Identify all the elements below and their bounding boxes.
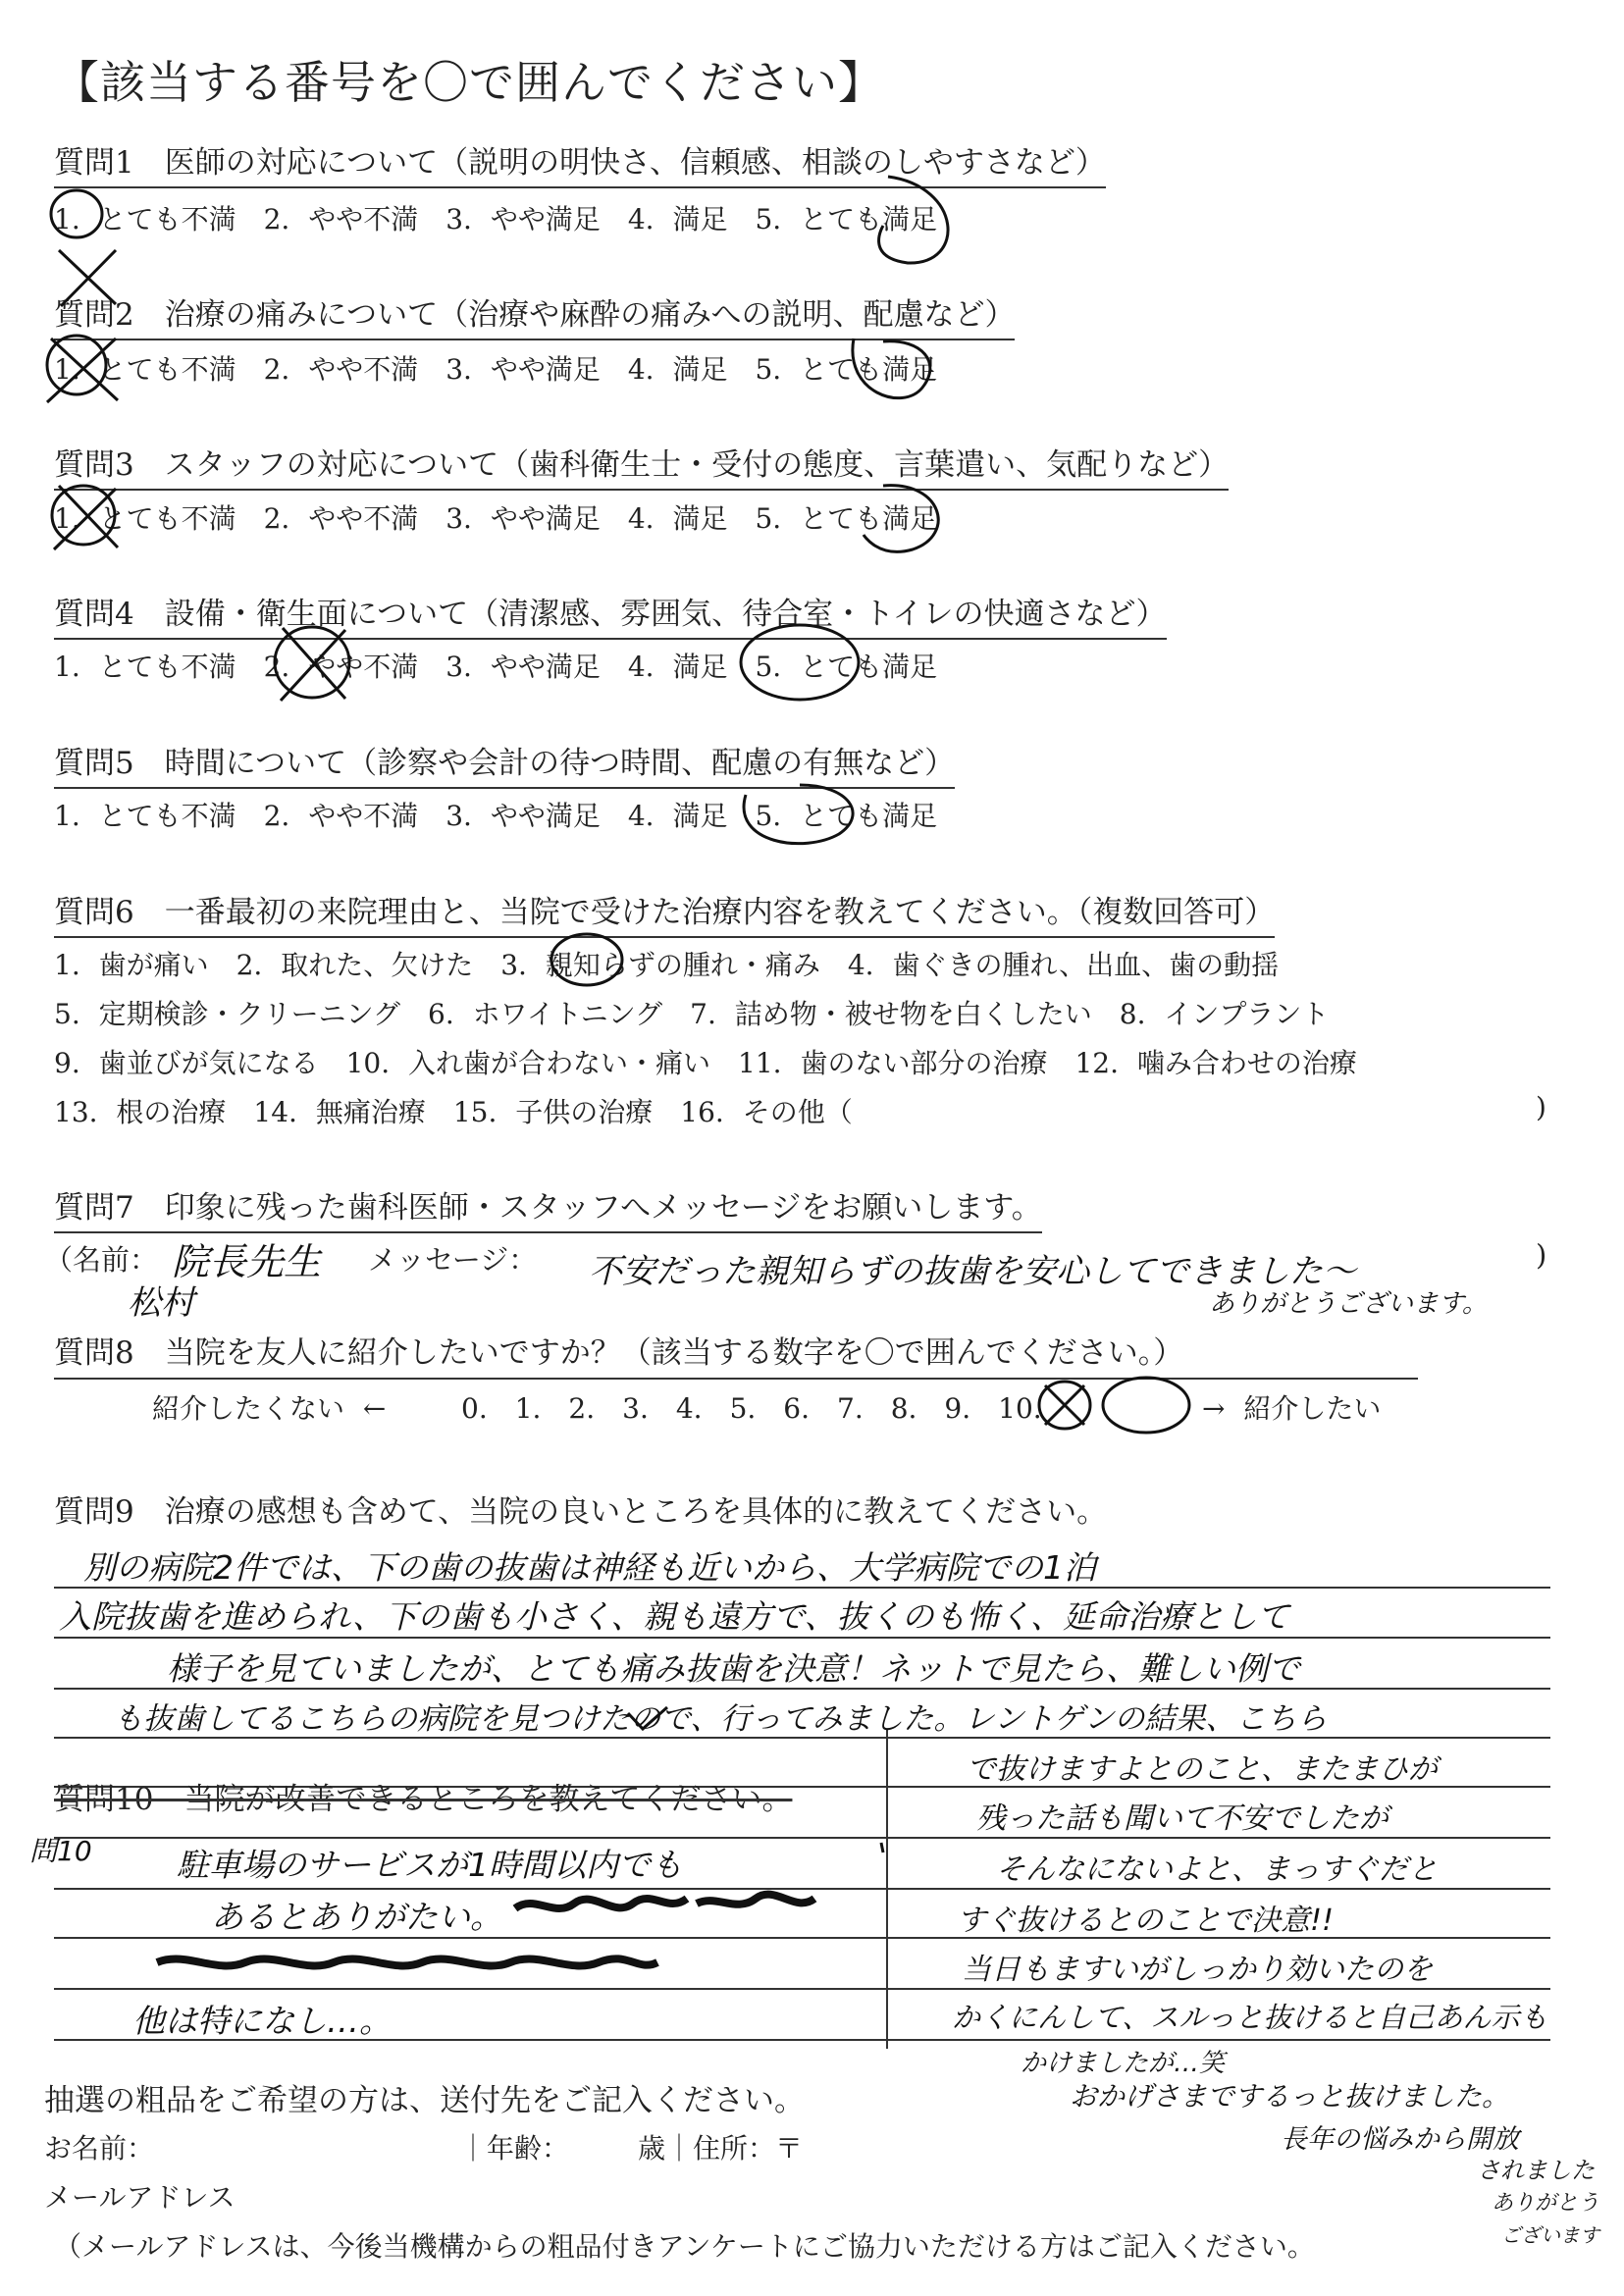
- answer-line-7: [54, 1888, 1550, 1890]
- q9-hand-line-1[interactable]: 別の病院2件では、下の歯の抜歯は神経も近いから、大学病院での1泊: [83, 1548, 1096, 1587]
- question-6-row-3[interactable]: 9. 歯並びが気になる 10. 入れ歯が合わない・痛い 11. 歯のない部分の治療 12. 噛み合わせの治療: [54, 1047, 1357, 1079]
- recommend-scale[interactable]: 0. 1. 2. 3. 4. 5. 6. 7. 8. 9. 10.: [461, 1392, 1042, 1425]
- q9-right-line-8[interactable]: おかげさまでするっと抜けました。: [1070, 2080, 1510, 2113]
- name-value-surname[interactable]: 松村: [128, 1283, 194, 1323]
- q8-cross-mark-9: [1045, 1385, 1084, 1425]
- question-8-label: 質問8 当院を友人に紹介したいですか？（該当する数字を〇で囲んでください。）: [54, 1328, 1418, 1380]
- answer-divider: [886, 1730, 888, 2049]
- question-4: [54, 589, 1167, 633]
- q10-hand-line-3[interactable]: 他は特になし…。: [132, 2002, 392, 2040]
- page-title: 【該当する番号を〇で囲んでください】: [54, 56, 884, 109]
- q9-hand-line-2[interactable]: 入院抜歯を進められ、下の歯も小さく、親も遠方で、抜くのも怖く、延命治療として: [59, 1597, 1289, 1636]
- q9-right-line-9[interactable]: 長年の悩みから開放: [1281, 2124, 1519, 2155]
- q9-right-line-6[interactable]: かくにんして、スルっと抜けると自己あん示も: [952, 2001, 1548, 2034]
- q10-hand-line-2[interactable]: あるとありがたい。: [211, 1898, 502, 1936]
- question-1-label: 質問1 医師の対応について（説明の明快さ、信頼感、相談のしやすさなど）: [54, 145, 1106, 188]
- question-2: [54, 289, 1015, 334]
- question-3: [54, 440, 1229, 484]
- message-close: ): [1536, 1238, 1547, 1272]
- question-3-options[interactable]: 1. とても不満 2. やや不満 3. やや満足 4. 満足 5. とても満足: [54, 502, 938, 535]
- q9-right-line-11[interactable]: ありがとう: [1492, 2191, 1600, 2216]
- question-1-options[interactable]: 1. とても不満 2. やや不満 3. やや満足 4. 満足 5. とても満足: [54, 203, 938, 235]
- question-6: [54, 887, 1275, 931]
- question-5-options[interactable]: 1. とても不満 2. やや不満 3. やや満足 4. 満足 5. とても満足: [54, 800, 938, 832]
- q8-circle-10: [1103, 1378, 1189, 1433]
- message-value-2[interactable]: ありがとうございます。: [1209, 1289, 1488, 1319]
- question-6-row-4[interactable]: 13. 根の治療 14. 無痛治療 15. 子供の治療 16. その他（: [54, 1096, 853, 1128]
- q9-right-line-1[interactable]: で抜けますよとのこと、またまひが: [967, 1752, 1438, 1787]
- q9-right-line-12[interactable]: ございます: [1501, 2223, 1599, 2247]
- age-address-field-label[interactable]: ｜年齢： 歳｜住所：〒: [459, 2132, 804, 2165]
- name-field-label[interactable]: お名前：: [44, 2132, 155, 2165]
- q10-prefix: 問10: [29, 1835, 92, 1867]
- question-1: [54, 137, 1106, 182]
- question-10: 質問10 当院が改善できるところを教えてください。: [54, 1782, 793, 1817]
- question-5-label: 質問5 時間について（診察や会計の待つ時間、配慮の有無など）: [54, 746, 955, 789]
- q8-crossed-circle-9: [1039, 1382, 1090, 1429]
- question-6-row-1[interactable]: 1. 歯が痛い 2. 取れた、欠けた 3. 親知らずの腫れ・痛み 4. 歯ぐきの腫れ、出血、歯の動揺: [54, 949, 1280, 981]
- question-7: [54, 1182, 1042, 1226]
- q9-hand-line-4[interactable]: も抜歯してるこちらの病院を見つけたので、行ってみました。レントゲンの結果、こちら: [113, 1701, 1328, 1737]
- question-3-label: 質問3 スタッフの対応について（歯科衛生士・受付の態度、言葉遣い、気配りなど）: [54, 447, 1229, 491]
- scale-left-label: 紹介したくない ←: [152, 1392, 387, 1425]
- message-label: メッセージ：: [368, 1243, 538, 1277]
- question-7-label: 質問7 印象に残った歯科医師・スタッフへメッセージをお願いします。: [54, 1190, 1042, 1233]
- q9-right-line-5[interactable]: 当日もますいがしっかり効いたのを: [962, 1953, 1433, 1987]
- question-9: 質問9 治療の感想も含めて、当院の良いところを具体的に教えてください。: [54, 1494, 1108, 1530]
- name-value[interactable]: 院長先生: [172, 1240, 322, 1283]
- q10-hand-line-1[interactable]: 駐車場のサービスが1時間以内でも: [177, 1846, 683, 1884]
- scale-right-label: → 紹介したい: [1202, 1392, 1382, 1425]
- lottery-note: 抽選の粗品をご希望の方は、送付先をご記入ください。: [44, 2083, 805, 2118]
- question-2-label: 質問2 治療の痛みについて（治療や麻酔の痛みへの説明、配慮など）: [54, 297, 1015, 340]
- q9-right-line-3[interactable]: そんなにないよと、まっすぐだと: [996, 1852, 1438, 1887]
- answer-line-9: [54, 1988, 1550, 1990]
- email-field-label[interactable]: メールアドレス: [44, 2181, 236, 2214]
- question-8: [54, 1328, 1418, 1380]
- name-label: （名前：: [44, 1243, 159, 1277]
- question-6-row-2[interactable]: 5. 定期検診・クリーニング 6. ホワイトニング 7. 詰め物・被せ物を白くしたい 8. インプラント: [54, 998, 1330, 1030]
- email-note: （メールアドレスは、今後当機構からの粗品付きアンケートにご協力いただける方はご記入ください。: [54, 2230, 1315, 2263]
- question-5: [54, 738, 955, 782]
- question-2-options[interactable]: 1. とても不満 2. やや不満 3. やや満足 4. 満足 5. とても満足: [54, 353, 938, 386]
- question-6-row-4-close: ): [1536, 1091, 1546, 1123]
- q10-tick: [881, 1843, 883, 1852]
- q9-right-line-2[interactable]: 残った話も聞いて不安でしたが: [976, 1801, 1388, 1836]
- q9-right-line-10[interactable]: されました: [1477, 2157, 1595, 2184]
- q9-right-line-7[interactable]: かけましたが…笑: [1021, 2049, 1226, 2078]
- message-value[interactable]: 不安だった親知らずの抜歯を安心してできました〜: [589, 1252, 1356, 1291]
- question-4-options[interactable]: 1. とても不満 2. やや不満 3. やや満足 4. 満足 5. とても満足: [54, 651, 938, 683]
- question-4-label: 質問4 設備・衛生面について（清潔感、雰囲気、待合室・トイレの快適さなど）: [54, 597, 1167, 640]
- q9-right-line-4[interactable]: すぐ抜けるとのことで決意!!: [957, 1904, 1335, 1938]
- q9-hand-line-3[interactable]: 様子を見ていましたが、とても痛み抜歯を決意！ネットで見たら、難しい例で: [167, 1649, 1300, 1688]
- question-6-label: 質問6 一番最初の来院理由と、当院で受けた治療内容を教えてください。（複数回答可）: [54, 895, 1275, 938]
- answer-line-6: [54, 1837, 1550, 1839]
